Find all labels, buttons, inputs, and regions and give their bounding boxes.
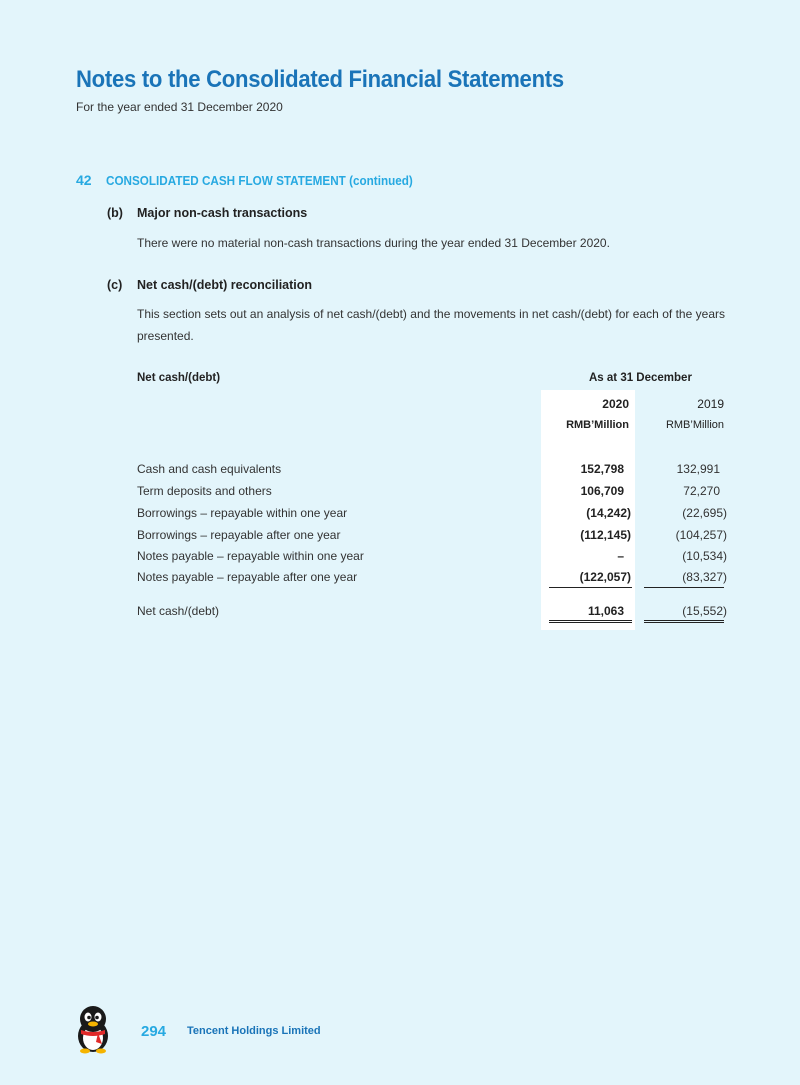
section-number: 42: [76, 172, 92, 188]
table-row: [137, 570, 727, 588]
total-row: [137, 604, 727, 622]
row-value-2020: (112,145): [580, 528, 631, 542]
subtotal-rule-2019: [644, 587, 724, 588]
table-row: [137, 549, 727, 567]
section-heading: [76, 172, 447, 188]
page-subtitle: For the year ended 31 December 2020: [76, 100, 283, 114]
subsection-c-letter: (c): [107, 278, 123, 292]
table-row: [137, 528, 727, 546]
total-value-2019: (15,552): [682, 604, 727, 618]
unit-2019: RMB’Million: [665, 419, 724, 431]
row-value-2019: (104,257): [675, 528, 727, 542]
section-continued: (continued): [349, 173, 413, 188]
row-value-2020: 152,798: [580, 462, 624, 476]
row-value-2019: (10,534): [682, 549, 727, 563]
row-value-2019: 132,991: [676, 462, 720, 476]
row-value-2020: (122,057): [579, 570, 631, 584]
page-title: Notes to the Consolidated Financial Statements: [76, 66, 564, 93]
table-row: [137, 506, 727, 524]
column-header-2019: 2019: [697, 397, 724, 411]
page-number: 294: [141, 1023, 167, 1040]
total-label: Net cash/(debt): [137, 604, 220, 618]
subsection-b-letter: (b): [107, 206, 123, 220]
company-name: Tencent Holdings Limited: [187, 1025, 321, 1037]
column-header-2020: 2020: [602, 397, 629, 411]
row-value-2019: (22,695): [682, 506, 727, 520]
table-row: [137, 462, 727, 480]
penguin-mascot-icon: [72, 1004, 114, 1054]
row-value-2019: 72,270: [683, 484, 720, 498]
total-value-2020: 11,063: [587, 604, 624, 618]
subsection-c-title: Net cash/(debt) reconciliation: [137, 278, 313, 292]
subsection-b-title: Major non-cash transactions: [137, 206, 308, 220]
row-value-2019: (83,327): [682, 570, 727, 584]
section-title: CONSOLIDATED CASH FLOW STATEMENT: [106, 173, 346, 188]
subsection-b-heading: [107, 206, 307, 220]
table-row: [137, 484, 727, 502]
row-value-2020: (14,242): [586, 506, 631, 520]
row-label: Notes payable – repayable after one year: [137, 570, 358, 584]
row-value-2020: 106,709: [580, 484, 624, 498]
subsection-b-text: There were no material non-cash transactions during the year ended 31 December 2020.: [137, 236, 610, 250]
row-label: Cash and cash equivalents: [137, 462, 282, 476]
row-label: Term deposits and others: [137, 484, 272, 498]
subsection-c-text: This section sets out an analysis of net cash/(debt) and the movements in net cash/(debt) for each of the years presented.: [137, 307, 725, 343]
period-header: As at 31 December: [589, 372, 692, 384]
unit-2020: RMB’Million: [566, 419, 629, 431]
table-label: Net cash/(debt): [137, 372, 221, 384]
total-rule-2020: [549, 620, 632, 623]
total-rule-2019: [644, 620, 724, 623]
row-label: Borrowings – repayable after one year: [137, 528, 341, 542]
row-label: Borrowings – repayable within one year: [137, 506, 348, 520]
subtotal-rule-2020: [549, 587, 632, 588]
row-value-2020: –: [617, 549, 624, 563]
row-label: Notes payable – repayable within one year: [137, 549, 364, 563]
subsection-c-heading: [107, 278, 312, 292]
